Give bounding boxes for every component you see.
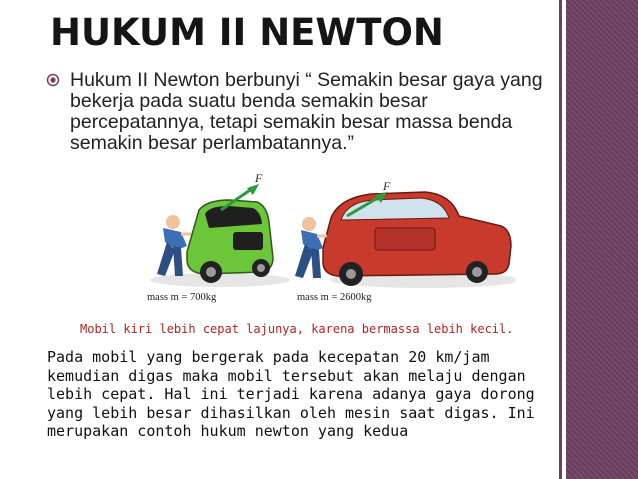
slide-title: HUKUM II NEWTON [50,11,444,54]
large-car-icon [323,192,511,286]
bullet-text: Hukum II Newton berbunyi “ Semakin besar gaya yang bekerja pada suatu benda semakin besar percepatannya, tetapi semakin besar massa benda semakin besar perlambatannya.” [70,69,543,154]
figure-caption: Mobil kiri lebih cepat lajunya, karena bermassa lebih kecil. [80,322,514,336]
body-paragraph: Pada mobil yang bergerak pada kecepatan 20 km/jam kemudian digas maka mobil tersebut akan melaju dengan lebih cepat. Hal ini terjadi karena adanya gaya dorong yang lebih besar dihasilkan oleh mesin saat digas. Ini merupakan contoh hukum newton yang kedua [47,348,535,441]
force-label-left: F [255,171,263,185]
decorative-sidebar [566,0,638,479]
mass-label-left: mass m = 700kg [147,292,217,303]
cars-illustration [125,162,515,317]
person-left-icon [157,215,191,276]
mass-label-right: mass m = 2600kg [297,292,372,303]
force-label-right: F [383,179,391,193]
person-right-icon [295,217,327,278]
radio-bullet-icon [46,73,60,87]
small-car-icon [187,200,273,283]
